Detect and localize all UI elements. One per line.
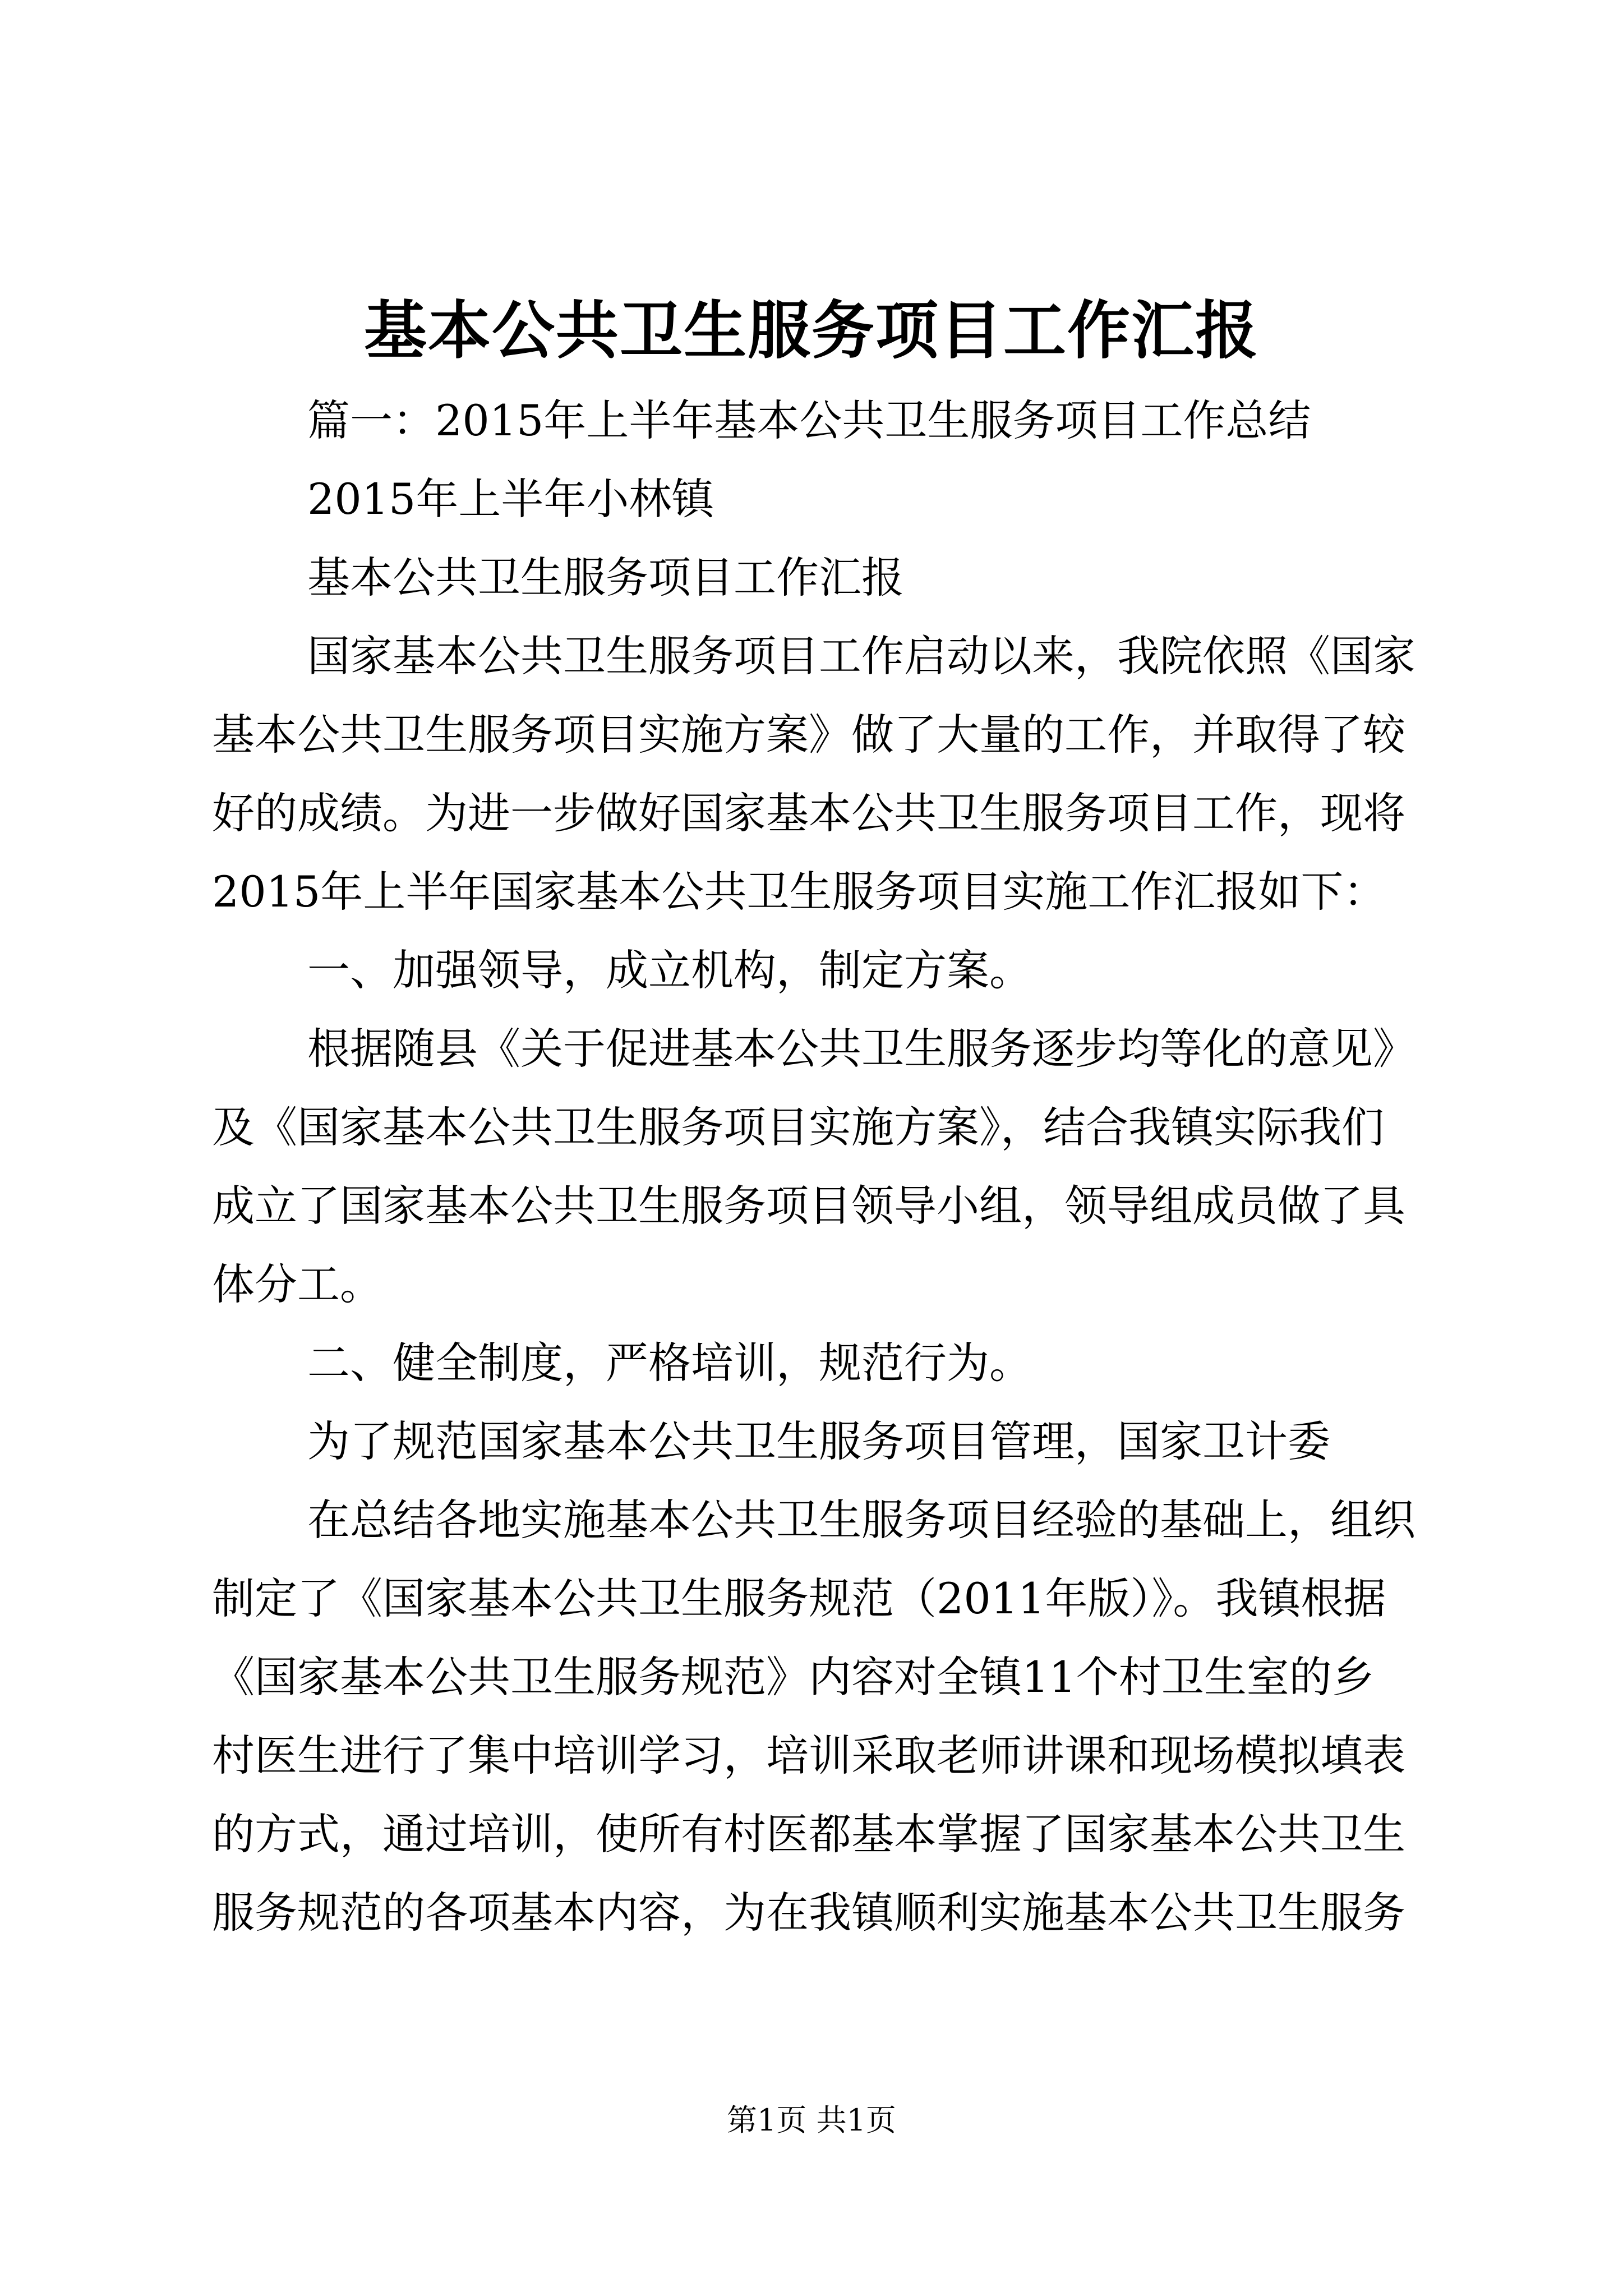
section-heading: 二、健全制度，严格培训，规范行为。 — [307, 1338, 1032, 1388]
paragraph-line: 好的成绩。为进一步做好国家基本公共卫生服务项目工作，现将 — [212, 788, 1405, 838]
document-title: 基本公共卫生服务项目工作汇报 — [364, 294, 1259, 367]
section-heading: 一、加强领导，成立机构，制定方案。 — [307, 945, 1032, 995]
paragraph-line: 2015年上半年国家基本公共卫生服务项目实施工作汇报如下： — [212, 867, 1386, 917]
paragraph-line: 的方式，通过培训，使所有村医都基本掌握了国家基本公共卫生 — [212, 1809, 1405, 1859]
paragraph-line: 制定了《国家基本公共卫生服务规范（2011年版）》。我镇根据 — [212, 1573, 1386, 1623]
paragraph-line: 国家基本公共卫生服务项目工作启动以来，我院依照《国家 — [307, 631, 1415, 681]
paragraph-line: 根据随县《关于促进基本公共卫生服务逐步均等化的意见》 — [307, 1024, 1415, 1074]
subheading-line: 基本公共卫生服务项目工作汇报 — [307, 553, 904, 602]
paragraph-line: 村医生进行了集中培训学习，培训采取老师讲课和现场模拟填表 — [212, 1731, 1405, 1780]
paragraph-line: 体分工。 — [212, 1259, 382, 1309]
page-footer: 第1页 共1页 — [727, 2102, 896, 2138]
paragraph-line: 成立了国家基本公共卫生服务项目领导小组，领导组成员做了具 — [212, 1181, 1405, 1231]
paragraph-line: 在总结各地实施基本公共卫生服务项目经验的基础上，组织 — [307, 1495, 1415, 1545]
paragraph-line: 为了规范国家基本公共卫生服务项目管理，国家卫计委 — [307, 1416, 1330, 1466]
paragraph-line: 基本公共卫生服务项目实施方案》做了大量的工作，并取得了较 — [212, 710, 1405, 760]
paragraph-line: 服务规范的各项基本内容，为在我镇顺利实施基本公共卫生服务 — [212, 1888, 1405, 1938]
subheading-line: 2015年上半年小林镇 — [307, 474, 714, 524]
paragraph-line: 《国家基本公共卫生服务规范》内容对全镇11个村卫生室的乡 — [212, 1652, 1375, 1702]
paragraph-line: 及《国家基本公共卫生服务项目实施方案》，结合我镇实际我们 — [212, 1102, 1384, 1152]
subtitle-line: 篇一：2015年上半年基本公共卫生服务项目工作总结 — [307, 395, 1311, 445]
